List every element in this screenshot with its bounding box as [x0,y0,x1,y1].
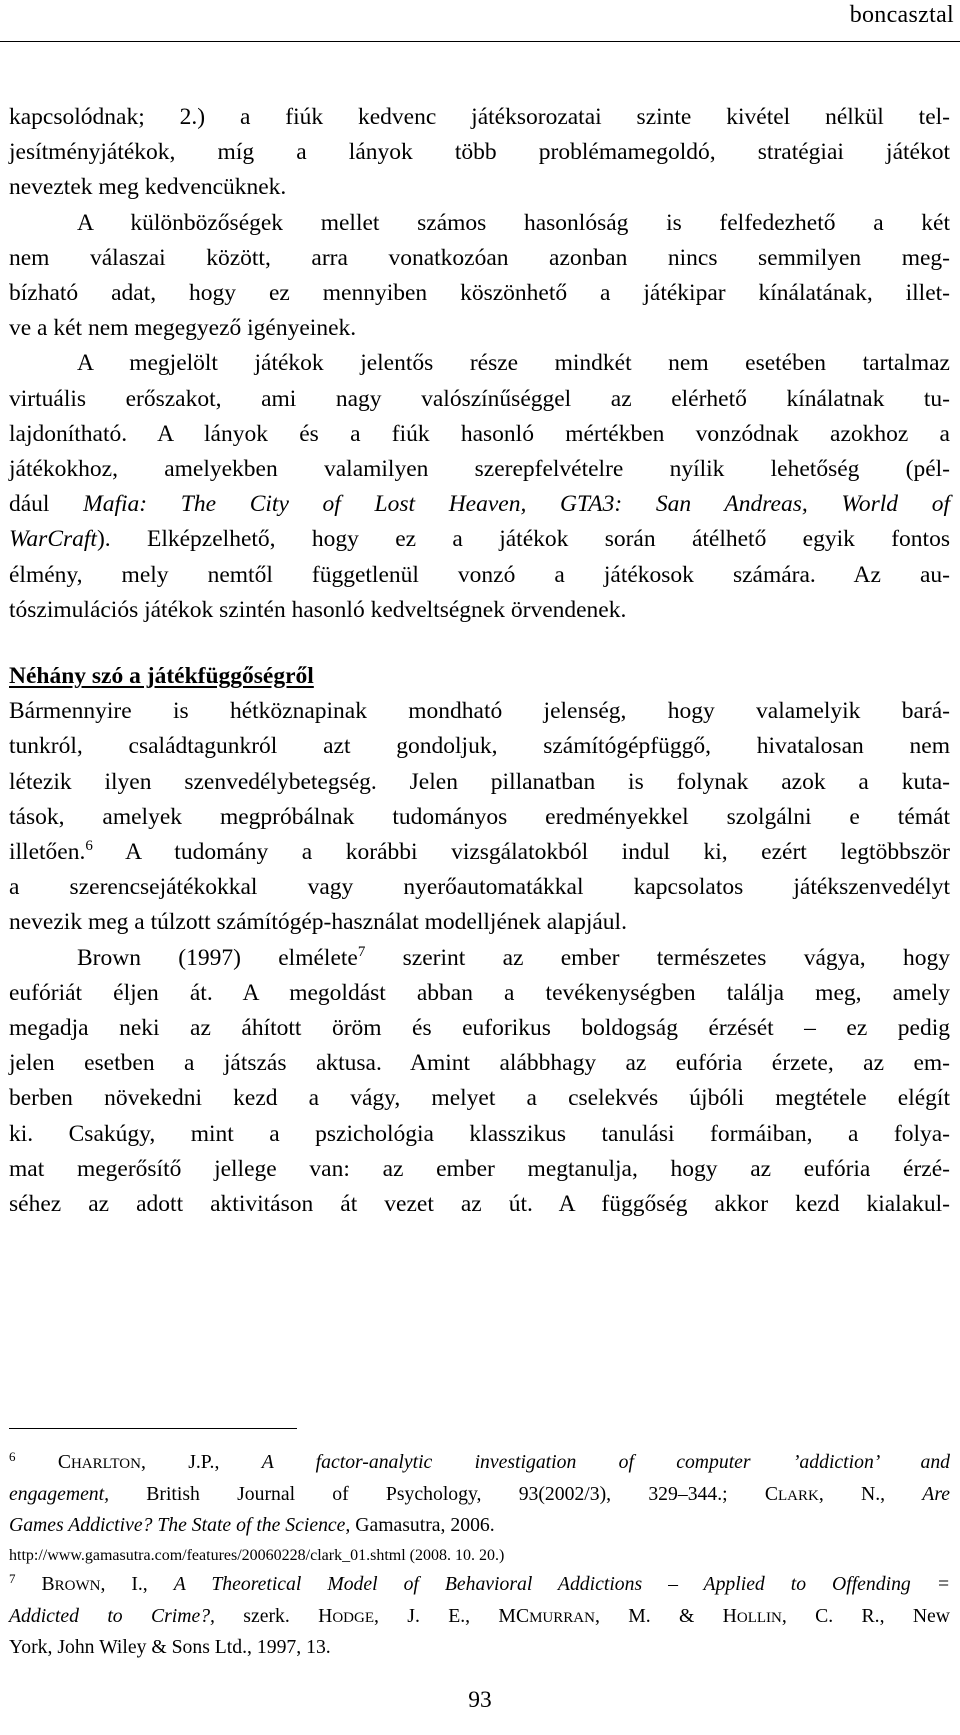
footnote-number: 7 [9,1571,16,1586]
text-line: Bármennyire is hétköznapinak mondható jelenség, hogy valamelyik bará- [9,698,950,725]
paragraph [9,694,950,940]
text-line: A megjelölt játékok jelentős része mindkét nem esetében tartalmaz [77,350,950,377]
text-line: nem válaszai között, arra vonatkozóan azonban nincs semmilyen meg- [9,244,950,271]
text-line: berben növekedni kezd a vágy, melyet a cselekvés újbóli megtétele elégít [9,1085,950,1112]
text-line: séhez az adott aktivitáson át vezet az út. A függőség akkor kezd kialakul- [9,1191,950,1218]
text-line [9,1480,950,1512]
text-run: illetően. [9,839,86,866]
text-run: ROWN [54,1578,101,1594]
page-number: 93 [468,1687,492,1713]
footnotes [9,1448,950,1663]
footnote-divider [9,1428,297,1429]
paragraph [9,206,950,347]
footnote-ref-6[interactable]: 6 [85,838,93,855]
text-line: tószimulációs játékok szintén hasonló kedveltségnek örvendenek. [9,596,627,623]
text-line: tások, amelyek megpróbálnak tudományos eredményekkel szolgálni e témát [9,803,950,830]
text-line: jesítményjátékok, míg a lányok több problémamegoldó, stratégiai játékot [9,139,950,166]
text-line [9,487,950,522]
text-run: OLLIN [736,1609,782,1626]
text-run: , M. & H [594,1604,737,1627]
text-run: , J. E., M [374,1604,516,1627]
text-run: British Journal of Psychology, 93(2002/3), 329–344.; C [109,1482,778,1505]
footnote-6 [9,1448,950,1570]
text-run: engagement, [9,1482,110,1505]
body-text [9,100,950,1222]
text-run: A Theoretical Model of Behavioral Addictions – Applied to Offending = [173,1573,951,1595]
text-run: ). Elképzelhető, hogy ez a játékok során átélhető egyik fontos [96,526,950,553]
text-run: Are [922,1482,950,1505]
paragraph [9,941,950,1223]
text-run: ODGE [332,1609,375,1626]
text-line [9,835,950,870]
text-line [9,1448,950,1480]
text-run: szerk. H [214,1604,333,1627]
text-run: dául [9,491,84,518]
text-line: nevezik meg a túlzott számítógép-használat modelljének alapjául. [9,909,627,936]
text-run: , I., [100,1573,174,1595]
text-run: A factor-analytic investigation of computer ’addiction’ and [261,1451,951,1473]
footnote-7 [9,1570,950,1663]
text-line: eufóriát éljen át. A megoldást abban a tevékenységben találja meg, amely [9,979,950,1006]
game-titles: Mafia: The City of Lost Heaven, GTA3: San Andreas, World of [83,491,950,518]
text-line [9,1570,950,1602]
text-line: megadja neki az áhított öröm és euforikus boldogság érzését – ez pedig [9,1015,950,1042]
game-title: WarCraft [9,526,97,553]
paragraph [9,100,950,206]
footnote-ref-7[interactable]: 7 [357,943,366,960]
text-run: MURRAN [529,1609,595,1626]
header-title: boncasztal [849,2,954,28]
running-header [0,0,960,42]
text-run: Brown (1997) elmélete [77,944,358,971]
text-run: , C. R., New [781,1604,951,1627]
text-line [9,941,950,976]
text-run: B [41,1573,55,1595]
source-link[interactable]: http://www.gamasutra.com/features/20060228/clark_01.shtml (2008. 10. 20.) [9,1546,505,1564]
text-run: C [57,1451,71,1473]
text-run: LARK [778,1487,819,1504]
text-run: Addicted to Crime?, [9,1604,215,1627]
text-line: jelen esetben a játszás aktusa. Amint alábbhagy az eufória érzete, az em- [9,1050,950,1077]
text-line [9,522,950,557]
text-run: C [515,1604,530,1627]
text-line [9,1511,950,1541]
text-line: virtuális erőszakot, ami nagy valószínűséggel az elérhető kínálatnak tu- [9,385,950,412]
text-line: élmény, mely nemtől függetlenül vonzó a játékosok számára. Az au- [9,561,950,588]
section-heading: Néhány szó a játékfüggőségről [9,663,314,690]
text-line: tunkról, családtagunkról azt gondoljuk, számítógépfüggő, hivatalosan nem [9,733,950,760]
text-line [9,1602,950,1634]
text-line: neveztek meg kedvencüknek. [9,174,287,201]
text-run: , N., [818,1482,923,1505]
text-line: a szerencsejátékokkal vagy nyerőautomatákkal kapcsolatos játékszenvedélyt [9,874,950,901]
footnote-number: 6 [9,1449,16,1464]
text-line: kapcsolódnak; 2.) a fiúk kedvenc játéksorozatai szinte kivétel nélkül tel- [9,104,950,130]
text-line: ki. Csakúgy, mint a pszichológia klasszikus tanulási formáiban, a folya- [9,1120,950,1147]
text-run: Gamasutra, 2006. [350,1514,495,1536]
text-run: A tudomány a korábbi vizsgálatokból indul ki, ezért legtöbbször [92,839,950,866]
text-line: játékokhoz, amelyekben valamilyen szerepfelvételre nyílik lehetőség (pél- [9,456,950,483]
section-gap [9,628,950,659]
paragraph [9,346,950,628]
text-run: Games Addictive? The State of the Science, [9,1514,351,1536]
text-line: létezik ilyen szenvedélybetegség. Jelen pillanatban is folynak azok a kuta- [9,768,950,795]
text-line: bízható adat, hogy ez mennyiben köszönhető a játékipar kínálatának, illet- [9,280,950,307]
text-line: ve a két nem megegyező igényeinek. [9,315,357,342]
text-line: A különbözőségek mellet számos hasonlóság is felfedezhető a két [77,209,950,236]
text-run: szerint az ember természetes vágya, hogy [365,944,950,971]
text-line: lajdonítható. A lányok és a fiúk hasonló mértékben vonzódnak azokhoz a [9,420,950,447]
text-line: mat megerősítő jellege van: az ember megtanulja, hogy az eufória érzé- [9,1155,950,1182]
text-run: HARLTON [70,1456,141,1472]
text-run: , J.P., [140,1451,262,1473]
text-line: York, John Wiley & Sons Ltd., 1997, 13. [9,1636,331,1658]
